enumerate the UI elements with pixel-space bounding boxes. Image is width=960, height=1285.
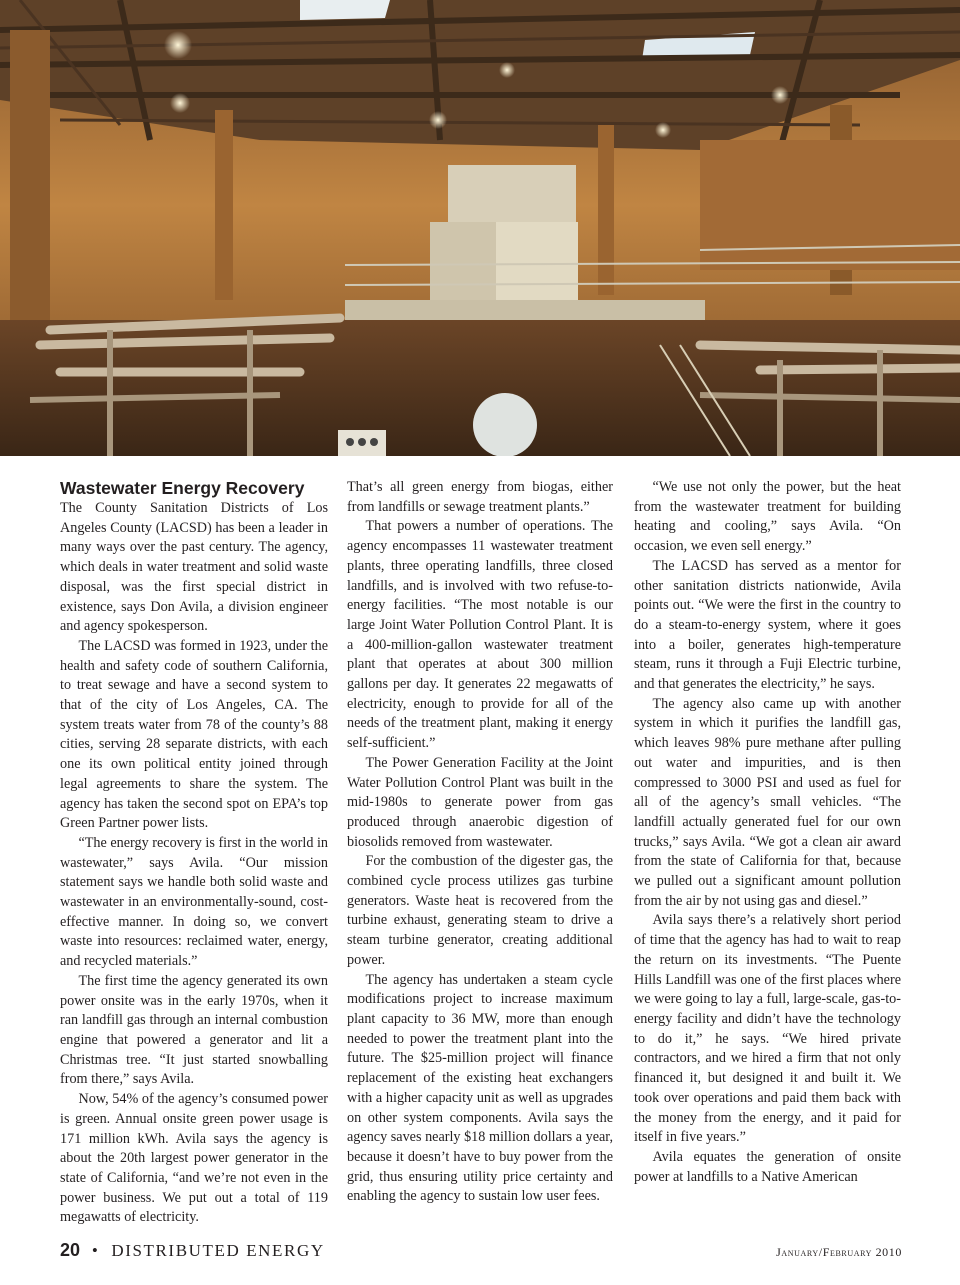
publication-name: DISTRIBUTED ENERGY — [111, 1241, 325, 1260]
paragraph: That powers a number of operations. The agency encompasses 11 wastewater treatment plants, three operating landfills, three closed landfills, and is involved with two refuse-to-energy facilities. “The most notable is our large Joint Water Pollution Control Plant. It is a 400-million-gallon wastewater treatment plant that operates at about 300 million gallons per day. It generates 22 megawatts of electricity, enough to provide for all of the needs of the treatment plant, making it energy self-sufficient.” — [347, 518, 613, 752]
article-headline: Wastewater Energy Recovery — [60, 478, 305, 498]
paragraph: That’s all green energy from biogas, either from landfills or sewage treatment plants.” — [347, 479, 613, 515]
article-column-2 — [347, 478, 613, 1207]
article-column-3 — [634, 478, 901, 1187]
paragraph: Avila says there’s a relatively short period of time that the agency has had to wait to reap the return on its investments. “The Puente Hills Landfill was one of the first places where we were going to lay a full, large-scale, gas-to-energy facility and didn’t have the technology to do it,” he says. “We hired private contractors, and we hired a firm that not only financed it, but designed it and built it. We took over operations and paid them back with the money from the energy, and it paid for itself in five years.” — [634, 912, 901, 1146]
header-photo — [0, 0, 960, 456]
paragraph: The County Sanitation Districts of Los Angeles County (LACSD) has been a leader in many ways over the past century. The agency, which deals in water treatment and solid waste disposal, was the first special district in existence, says Don Avila, a division engineer and agency spokesperson. — [60, 500, 328, 635]
paragraph: The agency also came up with another system in which it purifies the landfill gas, which leaves 98% pure methane after pulling out water and impurities, and is then compressed to 3000 PSI and used as fuel for all of the agency’s small vehicles. “The landfill actually generated fuel for our own trucks,” says Avila. “We got a clean air award from the state of California for that, because we pulled out a significant amount pollution from the air by not using gas and diesel.” — [634, 695, 901, 909]
paragraph: “We use not only the power, but the heat from the wastewater treatment for building heating and cooling,” says Avila. “On occasion, we even sell energy.” — [634, 479, 901, 555]
power-plant-interior-image — [0, 0, 960, 456]
issue-date: January/February 2010 — [776, 1245, 902, 1259]
paragraph: The Power Generation Facility at the Joint Water Pollution Control Plant was built in the mid-1980s to generate power from gas produced through anaerobic digestion of biosolids removed from wastewater. — [347, 754, 613, 850]
paragraph: Avila equates the generation of onsite power at landfills to a Native American — [634, 1148, 901, 1185]
paragraph: The LACSD was formed in 1923, under the health and safety code of southern California, to treat sewage and have a second system to that of the city of Los Angeles, CA. The system treats water from 78 of the county’s 88 cities, serving 28 separate districts, with each one its own political entity joined through legal agreements to share the system. The agency has taken the second spot on EPA’s top Green Partner power lists. — [60, 637, 328, 832]
paragraph: The first time the agency generated its own power onsite was in the early 1970s, when it ran landfill gas through an internal combustion engine that powered a generator and lit a Christmas tree. “It just started snowballing from there,” says Avila. — [60, 972, 328, 1088]
page-number: 20 — [60, 1240, 81, 1260]
paragraph: Now, 54% of the agency’s consumed power is green. Annual onsite green power usage is 171 million kWh. Avila says the agency is about the 20th largest power generator in the state of California, “and we’re not even in the power business. We put out a total of 119 megawatts of electricity. — [60, 1091, 328, 1226]
article-column-1 — [60, 478, 328, 1228]
page-footer-left — [60, 1240, 325, 1261]
paragraph: The LACSD has served as a mentor for other sanitation districts nationwide, Avila points out. “We were the first in the country to do a steam-to-energy system, where it goes into a boiler, generates high-temperature steam, runs it through a Fuji Electric turbine, and that generates the electricity,” he says. — [634, 557, 901, 693]
paragraph: “The energy recovery is first in the world in wastewater,” says Avila. “Our mission statement says we handle both solid waste and wastewater in an environmentally-sound, cost-effective manner. In doing so, we convert waste into resources: reclaimed water, energy, and recycled materials.” — [60, 834, 328, 970]
paragraph: For the combustion of the digester gas, the combined cycle process utilizes gas turbine generators. Waste heat is recovered from the turbine exhaust, generating steam to drive a steam turbine generator, creating additional power. — [347, 853, 613, 968]
paragraph: The agency has undertaken a steam cycle modifications project to increase maximum plant capacity to 36 MW, more than enough needed to power the treatment plant into the future. The $25-million project will finance replacement of the existing heat exchangers with a higher capacity unit as well as upgrades on other system components. Avila says the agency saves nearly $18 million dollars a year, because it doesn’t have to buy power from the grid, thus ensuring utility price certainty and enabling the agency to sustain low user fees. — [347, 971, 613, 1205]
footer-separator: • — [91, 1241, 100, 1260]
